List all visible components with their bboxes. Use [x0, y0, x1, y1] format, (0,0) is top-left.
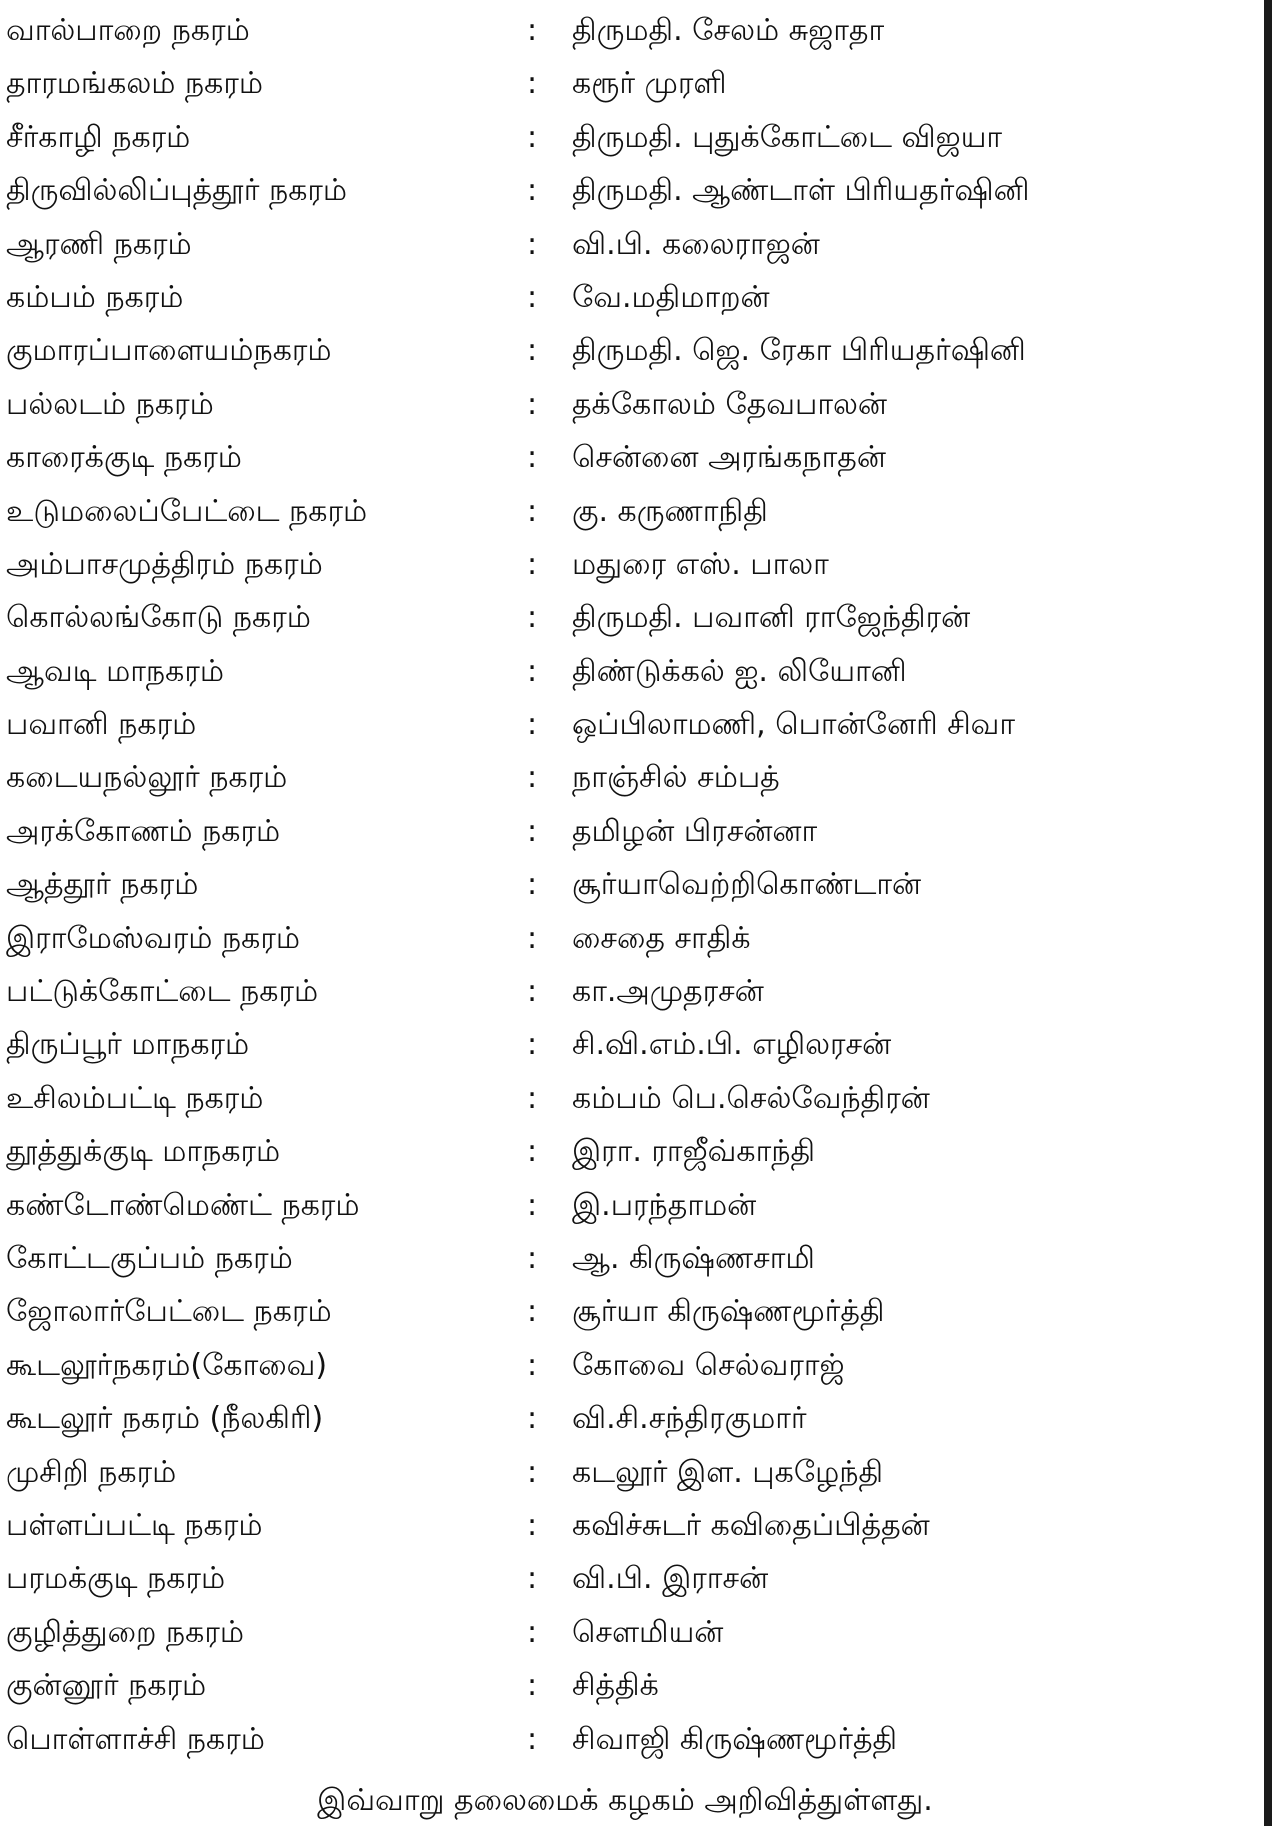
appointee-name: கரூர் முரளி [572, 66, 727, 102]
appointment-row [0, 858, 1250, 911]
appointee-name: சூர்யா கிருஷ்ணமூர்த்தி [572, 1294, 885, 1330]
appointee-name: கோவை செல்வராஜ் [572, 1347, 845, 1383]
appointee-name: தக்கோலம் தேவபாலன் [572, 386, 888, 422]
separator-colon: : [526, 493, 538, 529]
separator-colon: : [526, 1561, 538, 1597]
town-name: பவானி நகரம் [6, 707, 197, 743]
separator-colon: : [526, 386, 538, 422]
appointee-name: கா.அமுதரசன் [572, 974, 764, 1010]
separator-colon: : [526, 1401, 538, 1437]
appointee-name: திருமதி. ஆண்டாள் பிரியதர்ஷினி [572, 173, 1030, 209]
town-name: கூடலூர் நகரம் (நீலகிரி) [6, 1401, 324, 1437]
appointment-row [0, 57, 1250, 110]
appointment-row [0, 324, 1250, 377]
separator-colon: : [526, 173, 538, 209]
appointment-row [0, 1072, 1250, 1125]
appointment-row [0, 431, 1250, 484]
separator-colon: : [526, 1294, 538, 1330]
appointment-row [0, 164, 1250, 217]
appointee-name: சிவாஜி கிருஷ்ணமூர்த்தி [572, 1721, 898, 1757]
appointment-row [0, 111, 1250, 164]
town-name: கம்பம் நகரம் [6, 279, 184, 315]
appointee-name: சௌமியன் [572, 1614, 724, 1650]
separator-colon: : [526, 13, 538, 48]
separator-colon: : [526, 1080, 538, 1116]
appointment-list [0, 4, 1250, 1766]
separator-colon: : [526, 119, 538, 155]
appointment-row [0, 1285, 1250, 1338]
town-name: ஆரணி நகரம் [6, 226, 192, 262]
appointment-row [0, 1125, 1250, 1178]
town-name: திருவில்லிப்புத்தூர் நகரம் [6, 173, 348, 209]
town-name: பட்டுக்கோட்டை நகரம் [6, 974, 319, 1010]
separator-colon: : [526, 1454, 538, 1490]
appointee-name: கம்பம் பெ.செல்வேந்திரன் [572, 1080, 930, 1116]
appointment-row [0, 1713, 1250, 1766]
separator-colon: : [526, 333, 538, 369]
appointee-name: வி.சி.சந்திரகுமார் [572, 1401, 807, 1437]
separator-colon: : [526, 1187, 538, 1223]
separator-colon: : [526, 1614, 538, 1650]
separator-colon: : [526, 600, 538, 636]
separator-colon: : [526, 279, 538, 315]
appointment-row [0, 912, 1250, 965]
town-name: பொள்ளாச்சி நகரம் [6, 1721, 265, 1757]
appointee-name: வே.மதிமாறன் [572, 279, 770, 315]
separator-colon: : [526, 653, 538, 689]
appointee-name: வி.பி. கலைராஜன் [572, 226, 820, 262]
appointee-name: கவிச்சுடர் கவிதைப்பித்தன் [572, 1507, 930, 1543]
town-name: அரக்கோணம் நகரம் [6, 813, 281, 849]
separator-colon: : [526, 226, 538, 262]
appointee-name: கடலூர் இள. புகழேந்தி [572, 1454, 884, 1490]
town-name: பரமக்குடி நகரம் [6, 1561, 226, 1597]
town-name: இராமேஸ்வரம் நகரம் [6, 920, 300, 956]
appointment-row [0, 1339, 1250, 1392]
town-name: குன்னூர் நகரம் [6, 1668, 207, 1704]
appointment-row [0, 1552, 1250, 1605]
town-name: சீர்காழி நகரம் [6, 119, 191, 155]
town-name: பல்லடம் நகரம் [6, 386, 214, 422]
appointee-name: சித்திக் [572, 1668, 659, 1704]
appointment-row [0, 805, 1250, 858]
appointment-row [0, 1606, 1250, 1659]
separator-colon: : [526, 1507, 538, 1543]
appointment-row [0, 751, 1250, 804]
appointee-name: சைதை சாதிக் [572, 920, 751, 956]
town-name: திருப்பூர் மாநகரம் [6, 1027, 250, 1063]
town-name: உசிலம்பட்டி நகரம் [6, 1080, 264, 1116]
appointment-row [0, 218, 1250, 271]
appointment-row [0, 538, 1250, 591]
appointee-name: ஆ. கிருஷ்ணசாமி [572, 1240, 815, 1276]
town-name: முசிறி நகரம் [6, 1454, 177, 1490]
appointee-name: ஒப்பிலாமணி, பொன்னேரி சிவா [572, 707, 1016, 743]
town-name: வால்பாறை நகரம் [6, 13, 250, 48]
separator-colon: : [526, 66, 538, 102]
closing-statement: இவ்வாறு தலைமைக் கழகம் அறிவித்துள்ளது. [317, 1783, 933, 1818]
appointee-name: திருமதி. பவானி ராஜேந்திரன் [572, 600, 971, 636]
separator-colon: : [526, 974, 538, 1010]
town-name: உடுமலைப்பேட்டை நகரம் [6, 493, 368, 529]
town-name: தூத்துக்குடி மாநகரம் [6, 1134, 281, 1170]
town-name: கண்டோண்மெண்ட் நகரம் [6, 1187, 360, 1223]
appointment-row [0, 1018, 1250, 1071]
appointee-name: சென்னை அரங்கநாதன் [572, 440, 886, 476]
appointment-row [0, 4, 1250, 57]
appointment-row [0, 645, 1250, 698]
separator-colon: : [526, 707, 538, 743]
separator-colon: : [526, 1240, 538, 1276]
separator-colon: : [526, 1347, 538, 1383]
separator-colon: : [526, 813, 538, 849]
town-name: பள்ளப்பட்டி நகரம் [6, 1507, 263, 1543]
town-name: ஆத்தூர் நகரம் [6, 867, 199, 903]
separator-colon: : [526, 440, 538, 476]
appointee-name: மதுரை எஸ். பாலா [572, 546, 829, 582]
separator-colon: : [526, 1027, 538, 1063]
town-name: காரைக்குடி நகரம் [6, 440, 242, 476]
town-name: ஆவடி மாநகரம் [6, 653, 224, 689]
appointee-name: திண்டுக்கல் ஐ. லியோனி [572, 653, 907, 689]
appointee-name: இரா. ராஜீவ்காந்தி [572, 1134, 816, 1170]
appointment-row [0, 591, 1250, 644]
town-name: தாரமங்கலம் நகரம் [6, 66, 263, 102]
separator-colon: : [526, 1134, 538, 1170]
town-name: குழித்துறை நகரம் [6, 1614, 244, 1650]
appointment-row [0, 485, 1250, 538]
separator-colon: : [526, 546, 538, 582]
appointment-row [0, 1392, 1250, 1445]
separator-colon: : [526, 867, 538, 903]
appointee-name: வி.பி. இராசன் [572, 1561, 769, 1597]
separator-colon: : [526, 760, 538, 796]
appointee-name: இ.பரந்தாமன் [572, 1187, 757, 1223]
appointee-name: நாஞ்சில் சம்பத் [572, 760, 780, 796]
appointment-row [0, 965, 1250, 1018]
appointment-row [0, 1499, 1250, 1552]
appointee-name: கு. கருணாநிதி [572, 493, 768, 529]
appointment-row [0, 698, 1250, 751]
separator-colon: : [526, 920, 538, 956]
appointee-name: திருமதி. புதுக்கோட்டை விஜயா [572, 119, 1003, 155]
right-border-line [1264, 0, 1272, 1826]
appointee-name: திருமதி. சேலம் சுஜாதா [572, 13, 885, 48]
appointee-name: சி.வி.எம்.பி. எழிலரசன் [572, 1027, 892, 1063]
town-name: கடையநல்லூர் நகரம் [6, 760, 288, 796]
appointee-name: திருமதி. ஜெ. ரேகா பிரியதர்ஷினி [572, 333, 1026, 369]
appointee-name: தமிழன் பிரசன்னா [572, 813, 818, 849]
town-name: கூடலூர்நகரம்(கோவை) [6, 1347, 328, 1383]
appointee-name: சூர்யாவெற்றிகொண்டான் [572, 867, 922, 903]
town-name: கொல்லங்கோடு நகரம் [6, 600, 311, 636]
town-name: ஜோலார்பேட்டை நகரம் [6, 1294, 332, 1330]
appointment-row [0, 1659, 1250, 1712]
town-name: குமாரப்பாளையம்நகரம் [6, 333, 332, 369]
appointment-row [0, 271, 1250, 324]
town-name: அம்பாசமுத்திரம் நகரம் [6, 546, 323, 582]
appointment-row [0, 1446, 1250, 1499]
appointment-row [0, 378, 1250, 431]
appointment-row [0, 1232, 1250, 1285]
town-name: கோட்டகுப்பம் நகரம் [6, 1240, 293, 1276]
separator-colon: : [526, 1668, 538, 1704]
separator-colon: : [526, 1721, 538, 1757]
appointment-row [0, 1179, 1250, 1232]
